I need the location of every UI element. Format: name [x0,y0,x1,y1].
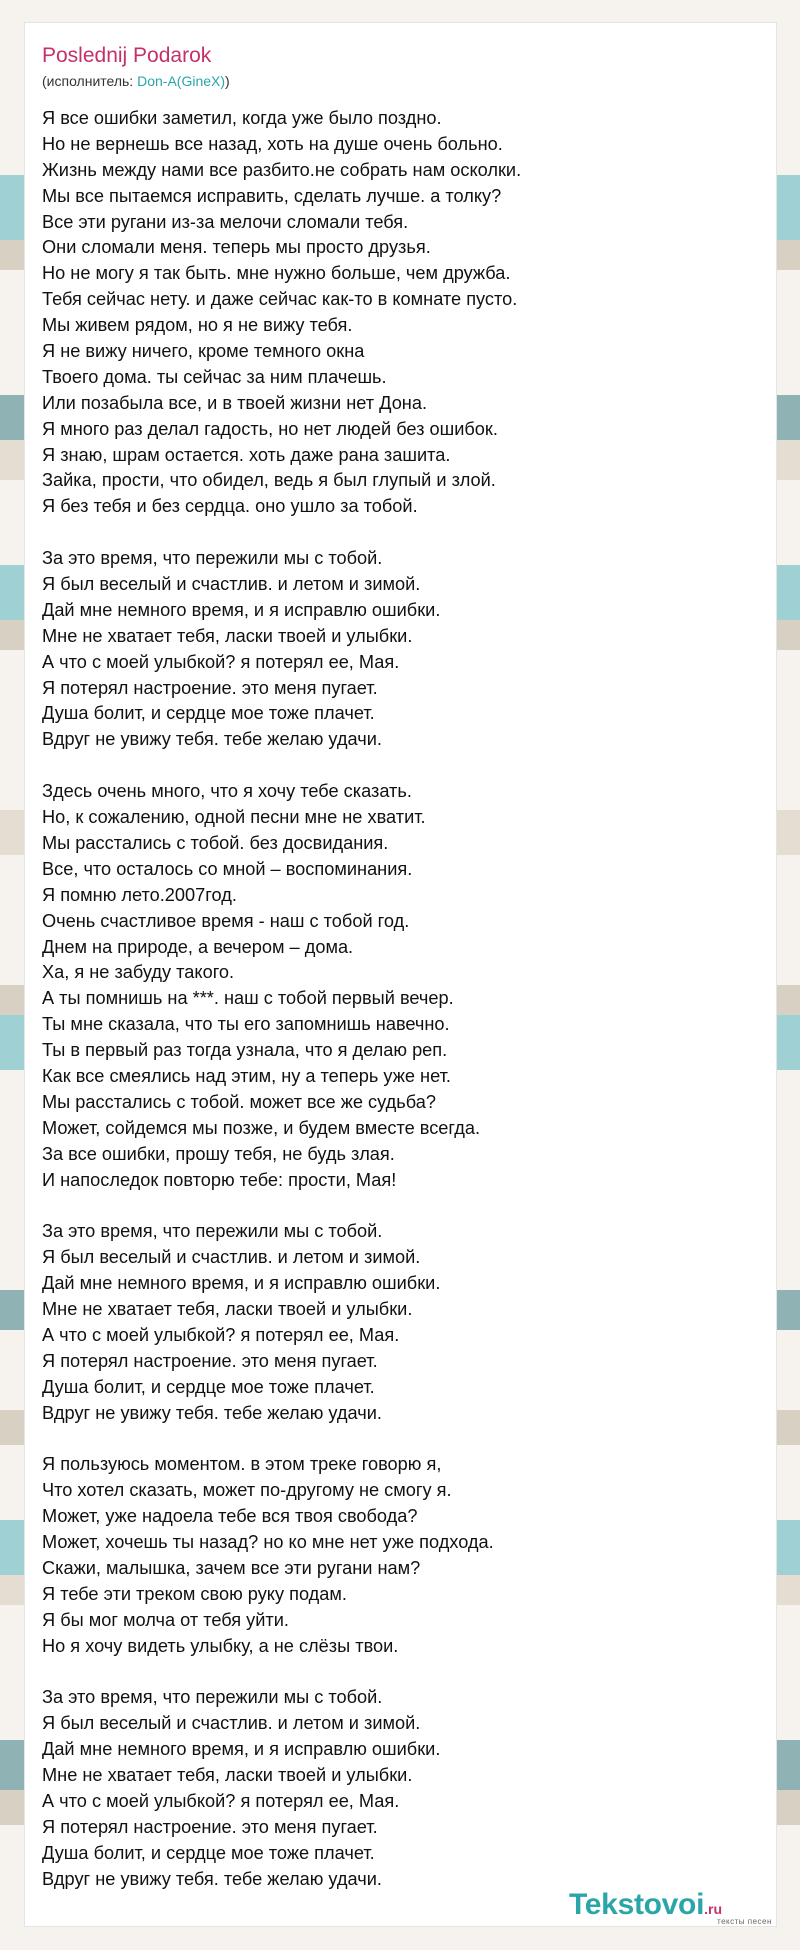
artist-prefix: (исполнитель: [42,73,138,89]
lyric-line: Что хотел сказать, может по-другому не смогу я. [42,1480,452,1501]
lyrics-stanza [42,106,762,520]
lyric-line: А ты помнишь на ***. наш с тобой первый вечер. [42,988,454,1009]
lyric-line: Я бы мог молча от тебя уйти. [42,1609,289,1630]
lyrics-stanza [42,1452,762,1659]
lyric-line: Они сломали меня. теперь мы просто друзья. [42,237,431,258]
song-title: Poslednij Podarok [42,44,212,67]
lyric-line: Может, уже надоела тебе вся твоя свобода? [42,1506,418,1527]
artist-suffix: ) [225,73,230,89]
lyric-line: Но не могу я так быть. мне нужно больше, чем дружба. [42,263,511,284]
lyric-line: Я все ошибки заметил, когда уже было поздно. [42,108,442,128]
lyric-line: А что с моей улыбкой? я потерял ее, Мая. [42,1324,400,1345]
lyric-line: Ха, я не забуду такого. [42,962,235,983]
lyric-line: Я помню лето.2007год. [42,884,237,905]
lyric-line: Мне не хватает тебя, ласки твоей и улыбки. [42,1765,413,1785]
lyric-line: Дай мне немного время, и я исправлю ошибки. [42,1739,441,1760]
lyric-line: Я много раз делал гадость, но нет людей без ошибок. [42,418,498,439]
lyric-line: Мы живем рядом, но я не вижу тебя. [42,315,353,336]
lyric-line: Днем на природе, а вечером – дома. [42,936,354,957]
lyric-line: Ты в первый раз тогда узнала, что я делаю реп. [42,1040,448,1061]
lyric-line: Я потерял настроение. это меня пугает. [42,677,378,698]
lyric-line: А что с моей улыбкой? я потерял ее, Мая. [42,651,400,672]
lyric-line: Но я хочу видеть улыбку, а не слёзы твои. [42,1635,399,1656]
lyric-line: Дай мне немного время, и я исправлю ошибки. [42,1273,441,1294]
lyric-line: Мне не хватает тебя, ласки твоей и улыбки. [42,1298,413,1319]
lyric-line: Я без тебя и без сердца. оно ушло за тобой. [42,496,418,517]
lyric-line: Мне не хватает тебя, ласки твоей и улыбки. [42,625,413,646]
lyric-line: Мы расстались с тобой. может все же судьба? [42,1091,436,1112]
lyric-line: Вдруг не увижу тебя. тебе желаю удачи. [42,1402,382,1423]
lyric-line: Душа болит, и сердце мое тоже плачет. [42,703,375,724]
lyrics-stanza [42,546,762,753]
artist-line [42,73,230,89]
lyric-line: Или позабыла все, и в твоей жизни нет Дона. [42,392,428,413]
logo-name: Tekstovoi [569,1888,705,1921]
lyric-line: За это время, что пережили мы с тобой. [42,548,383,569]
lyric-line: Очень счастливое время - наш с тобой год. [42,910,410,931]
lyric-line: Я был веселый и счастлив. и летом и зимой. [42,1713,421,1734]
artist-link[interactable]: Don-A(GineX) [137,73,226,89]
lyric-line: Я пользуюсь моментом. в этом треке говорю я, [42,1454,442,1475]
lyric-line: Но, к сожалению, одной песни мне не хватит. [42,807,426,828]
lyric-line: Мы расстались с тобой. без досвидания. [42,832,389,853]
lyric-line: Все эти ругани из-за мелочи сломали тебя. [42,211,409,232]
lyric-line: Я знаю, шрам остается. хоть даже рана зашита. [42,444,451,465]
lyric-line: За это время, что пережили мы с тобой. [42,1221,383,1242]
lyrics-stanza [42,1219,762,1426]
site-logo[interactable] [569,1888,722,1922]
lyric-line: Но не вернешь все назад, хоть на душе очень больно. [42,133,503,154]
lyric-line: Может, хочешь ты назад? но ко мне нет уже подхода. [42,1531,494,1552]
lyric-line: Душа болит, и сердце мое тоже плачет. [42,1842,375,1863]
lyric-line: Я потерял настроение. это меня пугает. [42,1816,378,1837]
lyric-line: Все, что осталось со мной – воспоминания. [42,858,413,879]
lyric-line: Тебя сейчас нету. и даже сейчас как-то в комнате пусто. [42,289,518,310]
lyric-line: Как все смеялись над этим, ну а теперь уже нет. [42,1065,451,1086]
lyric-line: Вдруг не увижу тебя. тебе желаю удачи. [42,1868,382,1889]
lyric-line: Дай мне немного время, и я исправлю ошибки. [42,599,441,620]
lyric-line: И напоследок повторю тебе: прости, Мая! [42,1169,397,1190]
logo-subtitle: тексты песен [717,1917,772,1926]
lyrics-stanza [42,1685,762,1892]
lyric-line: Твоего дома. ты сейчас за ним плачешь. [42,366,387,387]
lyric-line: Здесь очень много, что я хочу тебе сказать. [42,781,412,802]
lyric-line: За все ошибки, прошу тебя, не будь злая. [42,1143,395,1164]
lyric-line: Я был веселый и счастлив. и летом и зимой. [42,1247,421,1268]
lyric-line: Мы все пытаемся исправить, сделать лучше. а толку? [42,185,502,206]
lyric-line: Я не вижу ничего, кроме темного окна [42,341,365,362]
lyric-line: А что с моей улыбкой? я потерял ее, Мая. [42,1790,400,1811]
lyric-line: Зайка, прости, что обидел, ведь я был глупый и злой. [42,470,496,491]
lyric-line: Вдруг не увижу тебя. тебе желаю удачи. [42,729,382,750]
lyric-line: Может, сойдемся мы позже, и будем вместе всегда. [42,1117,481,1138]
lyric-line: Скажи, малышка, зачем все эти ругани нам? [42,1557,421,1578]
lyric-line: Я потерял настроение. это меня пугает. [42,1350,378,1371]
lyrics-stanza [42,779,762,1193]
lyric-line: Я был веселый и счастлив. и летом и зимой. [42,574,421,595]
lyric-line: Ты мне сказала, что ты его запомнишь навечно. [42,1014,450,1035]
logo-tld: .ru [704,1901,723,1917]
lyric-line: Душа болит, и сердце мое тоже плачет. [42,1376,375,1397]
lyrics-text [42,106,762,1892]
lyric-line: Жизнь между нами все разбито.не собрать нам осколки. [42,159,522,180]
lyric-line: Я тебе эти треком свою руку подам. [42,1583,347,1604]
lyric-line: За это время, что пережили мы с тобой. [42,1687,383,1708]
